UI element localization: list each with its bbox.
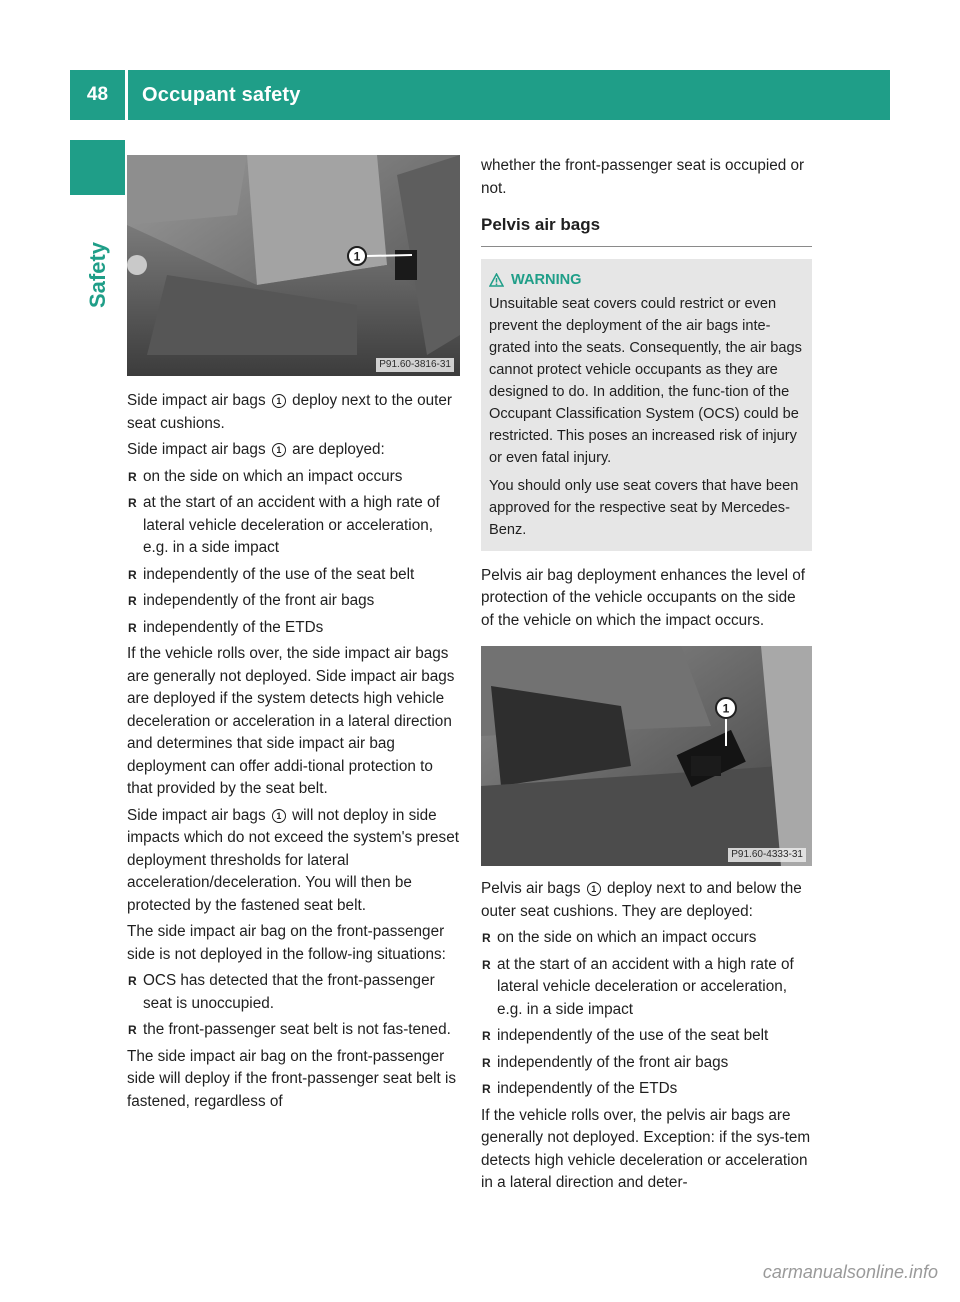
footer-watermark: carmanualsonline.info xyxy=(762,1262,938,1282)
list-item: R on the side on which an impact occurs xyxy=(481,927,812,950)
list-item: R at the start of an accident with a high rate of lateral vehicle deceleration or acceleration, e.g. in a side impact xyxy=(481,954,812,1022)
list-item: R independently of the front air bags xyxy=(127,590,460,613)
bullet-list xyxy=(127,466,460,640)
list-item: R independently of the ETDs xyxy=(481,1078,812,1101)
callout-1-icon: 1 xyxy=(587,882,601,896)
warning-title: WARNING xyxy=(489,269,804,291)
photo-callout-1: 1 xyxy=(722,701,730,716)
warning-text: You should only use seat covers that have been approved for the respective seat by Mercedes-Benz. xyxy=(489,477,799,538)
callout-1-icon: 1 xyxy=(272,809,286,823)
paragraph: Pelvis air bag deployment enhances the level of protection of the vehicle occupants on the side of the vehicle on which the impact occurs. xyxy=(481,566,805,629)
paragraph: The side impact air bag on the front-passenger side will deploy if the front-passenger seat belt is fastened, regardless of xyxy=(127,1047,457,1110)
bullet-list xyxy=(127,970,460,1042)
left-column xyxy=(127,155,460,1117)
paragraph: Side impact air bags 1 deploy next to the outer seat cushions. xyxy=(127,392,452,432)
side-tab-marker xyxy=(70,140,125,195)
list-item: R the front-passenger seat belt is not fas-tened. xyxy=(127,1019,460,1042)
page-title: Occupant safety xyxy=(142,83,301,106)
list-item: R on the side on which an impact occurs xyxy=(127,466,460,489)
list-item: R independently of the use of the seat belt xyxy=(481,1025,812,1048)
right-column xyxy=(481,155,812,1199)
paragraph: Side impact air bags 1 will not deploy in side impacts which do not exceed the system's preset deployment thresholds for lateral acceleration/deceleration. You will then be protected by the fastened seat belt. xyxy=(127,806,459,914)
side-airbag-seat-photo xyxy=(127,155,460,376)
page-number: 48 xyxy=(86,84,109,105)
callout-1-icon: 1 xyxy=(272,394,286,408)
section-heading: Pelvis air bags xyxy=(481,214,812,247)
list-item: R independently of the front air bags xyxy=(481,1052,812,1075)
paragraph: whether the front-passenger seat is occupied or not. xyxy=(481,157,805,197)
paragraph: Side impact air bags 1 are deployed: xyxy=(127,441,385,458)
list-item: R at the start of an accident with a high rate of lateral vehicle deceleration or acceleration, e.g. in a side impact xyxy=(127,492,460,560)
warning-triangle-icon xyxy=(489,273,504,287)
header-divider xyxy=(125,70,128,120)
image-code: P91.60-4333-31 xyxy=(728,848,806,862)
side-tab-label: Safety xyxy=(84,241,110,309)
callout-1-icon: 1 xyxy=(272,443,286,457)
image-code: P91.60-3816-31 xyxy=(376,358,454,372)
warning-text: Unsuitable seat covers could restrict or even prevent the deployment of the air bags inte-grated into the seats. Consequently, the air bags cannot protect vehicle occupants as they are designed to do. In addition, the func-tion of the Occupant Classification System (OCS) could be restricted. This poses an increased risk of injury or even fatal injury. xyxy=(489,295,802,466)
photo-callout-1: 1 xyxy=(353,249,361,264)
paragraph: If the vehicle rolls over, the side impact air bags are generally not deployed. Side impact air bags are deployed if the system detects high vehicle deceleration or acceleration in a lateral direction and determines that side impact air bag deployment can offer addi-tional protection to that provided by the seat belt. xyxy=(127,645,455,797)
list-item: R independently of the ETDs xyxy=(127,617,460,640)
bullet-list xyxy=(481,927,812,1101)
list-item: R independently of the use of the seat belt xyxy=(127,564,460,587)
pelvis-airbag-seat-photo xyxy=(481,646,812,866)
paragraph: Pelvis air bags 1 deploy next to and below the outer seat cushions. They are deployed: xyxy=(481,880,802,920)
list-item: R OCS has detected that the front-passenger seat is unoccupied. xyxy=(127,970,460,1015)
paragraph: If the vehicle rolls over, the pelvis air bags are generally not deployed. Exception: if the sys-tem detects high vehicle deceleration or acceleration in a lateral direction and deter- xyxy=(481,1106,811,1191)
paragraph: The side impact air bag on the front-passenger side is not deployed in the follow-ing situations: xyxy=(127,923,446,963)
warning-box xyxy=(481,259,812,551)
